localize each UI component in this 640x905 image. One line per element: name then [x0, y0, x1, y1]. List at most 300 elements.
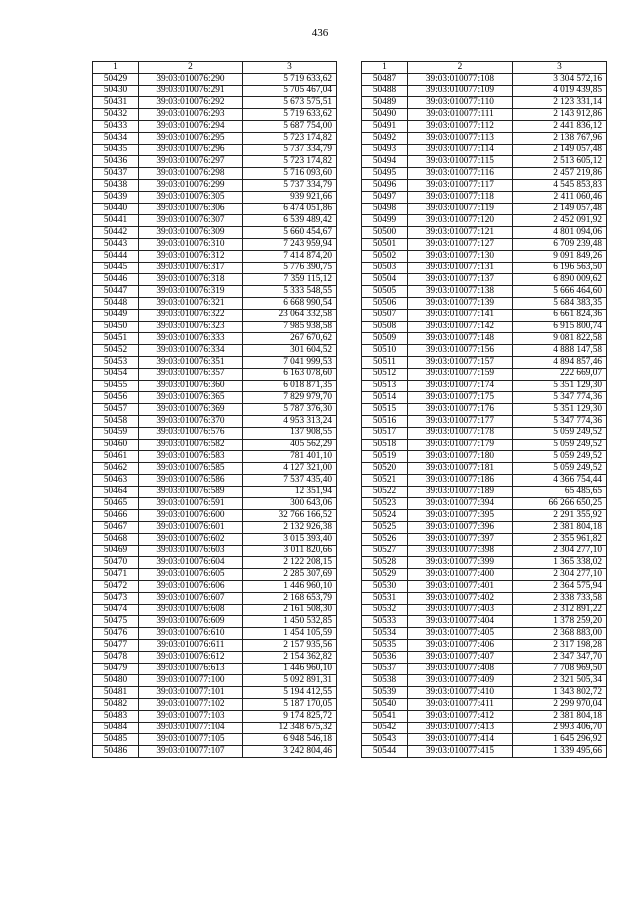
cadastral-value: 5 194 412,55 [243, 687, 337, 699]
cadastral-value: 2 312 891,22 [513, 604, 607, 616]
table-row [362, 144, 607, 156]
cadastral-number: 39:03:010077:107 [139, 746, 243, 758]
table-row [93, 404, 337, 416]
cadastral-number: 39:03:010076:612 [139, 651, 243, 663]
cadastral-value: 5 351 129,30 [513, 404, 607, 416]
cadastral-number: 39:03:010076:292 [139, 97, 243, 109]
table-row [362, 640, 607, 652]
cadastral-value: 5 059 249,52 [513, 451, 607, 463]
table-row [362, 628, 607, 640]
row-number: 50473 [93, 592, 139, 604]
cadastral-number: 39:03:010077:100 [139, 675, 243, 687]
cadastral-number: 39:03:010077:138 [408, 286, 513, 298]
cadastral-number: 39:03:010077:137 [408, 274, 513, 286]
table-row [93, 710, 337, 722]
table-row [362, 746, 607, 758]
table-row [362, 545, 607, 557]
cadastral-value: 2 452 091,92 [513, 215, 607, 227]
row-number: 50529 [362, 569, 408, 581]
table-row [362, 179, 607, 191]
table-row [93, 85, 337, 97]
cadastral-number: 39:03:010076:586 [139, 474, 243, 486]
column-header: 1 [362, 62, 408, 74]
column-header: 2 [408, 62, 513, 74]
table-row [93, 592, 337, 604]
table-row [93, 368, 337, 380]
cadastral-value: 4 019 439,85 [513, 85, 607, 97]
cadastral-number: 39:03:010076:307 [139, 215, 243, 227]
row-number: 50536 [362, 651, 408, 663]
table-row [93, 356, 337, 368]
row-number: 50435 [93, 144, 139, 156]
cadastral-value: 5 716 093,60 [243, 168, 337, 180]
cadastral-number: 39:03:010076:609 [139, 616, 243, 628]
cadastral-value: 5 187 170,05 [243, 699, 337, 711]
row-number: 50429 [93, 73, 139, 85]
cadastral-value: 6 890 009,62 [513, 274, 607, 286]
cadastral-number: 39:03:010077:410 [408, 687, 513, 699]
cadastral-number: 39:03:010076:322 [139, 309, 243, 321]
row-number: 50444 [93, 250, 139, 262]
cadastral-value: 2 441 836,12 [513, 120, 607, 132]
cadastral-number: 39:03:010076:333 [139, 333, 243, 345]
table-row [362, 722, 607, 734]
cadastral-value: 5 723 174,82 [243, 156, 337, 168]
cadastral-number: 39:03:010077:131 [408, 262, 513, 274]
cadastral-number: 39:03:010076:334 [139, 345, 243, 357]
cadastral-number: 39:03:010077:101 [139, 687, 243, 699]
cadastral-number: 39:03:010076:310 [139, 238, 243, 250]
cadastral-value: 6 018 871,35 [243, 380, 337, 392]
cadastral-value: 2 457 219,86 [513, 168, 607, 180]
cadastral-number: 39:03:010076:351 [139, 356, 243, 368]
row-number: 50472 [93, 581, 139, 593]
cadastral-number: 39:03:010076:589 [139, 486, 243, 498]
cadastral-number: 39:03:010076:365 [139, 392, 243, 404]
table-row [93, 179, 337, 191]
table-row [362, 333, 607, 345]
row-number: 50442 [93, 227, 139, 239]
row-number: 50486 [93, 746, 139, 758]
cadastral-value: 6 539 489,42 [243, 215, 337, 227]
cadastral-value: 4 801 094,06 [513, 227, 607, 239]
row-number: 50464 [93, 486, 139, 498]
cadastral-number: 39:03:010077:401 [408, 581, 513, 593]
row-number: 50503 [362, 262, 408, 274]
cadastral-value: 9 081 822,58 [513, 333, 607, 345]
table-row [362, 297, 607, 309]
cadastral-number: 39:03:010077:406 [408, 640, 513, 652]
cadastral-number: 39:03:010077:110 [408, 97, 513, 109]
table-row [362, 510, 607, 522]
cadastral-number: 39:03:010077:130 [408, 250, 513, 262]
cadastral-number: 39:03:010077:148 [408, 333, 513, 345]
table-row [93, 109, 337, 121]
cadastral-number: 39:03:010077:179 [408, 439, 513, 451]
table-row [362, 699, 607, 711]
column-header: 2 [139, 62, 243, 74]
row-number: 50493 [362, 144, 408, 156]
table-row [93, 533, 337, 545]
table-row [362, 474, 607, 486]
cadastral-value: 2 149 057,48 [513, 144, 607, 156]
column-header: 3 [243, 62, 337, 74]
row-number: 50476 [93, 628, 139, 640]
cadastral-value: 3 011 820,66 [243, 545, 337, 557]
cadastral-value: 5 719 633,62 [243, 109, 337, 121]
cadastral-value: 301 604,52 [243, 345, 337, 357]
cadastral-value: 2 291 355,92 [513, 510, 607, 522]
cadastral-number: 39:03:010077:407 [408, 651, 513, 663]
cadastral-number: 39:03:010077:117 [408, 179, 513, 191]
table-row [362, 675, 607, 687]
row-number: 50531 [362, 592, 408, 604]
cadastral-number: 39:03:010076:319 [139, 286, 243, 298]
cadastral-number: 39:03:010077:121 [408, 227, 513, 239]
cadastral-value: 2 138 767,96 [513, 132, 607, 144]
table-row [93, 616, 337, 628]
table-row [93, 510, 337, 522]
cadastral-value: 2 338 733,58 [513, 592, 607, 604]
row-number: 50525 [362, 522, 408, 534]
row-number: 50488 [362, 85, 408, 97]
row-number: 50465 [93, 498, 139, 510]
table-row [362, 250, 607, 262]
row-number: 50521 [362, 474, 408, 486]
table-row [362, 557, 607, 569]
header-row [362, 62, 607, 74]
cadastral-number: 39:03:010076:293 [139, 109, 243, 121]
table-row [362, 392, 607, 404]
cadastral-value: 65 485,65 [513, 486, 607, 498]
table-row [362, 380, 607, 392]
cadastral-value: 2 513 605,12 [513, 156, 607, 168]
cadastral-number: 39:03:010076:610 [139, 628, 243, 640]
cadastral-number: 39:03:010077:114 [408, 144, 513, 156]
table-row [93, 427, 337, 439]
cadastral-value: 5 673 575,51 [243, 97, 337, 109]
table-row [93, 262, 337, 274]
cadastral-number: 39:03:010077:139 [408, 297, 513, 309]
row-number: 50502 [362, 250, 408, 262]
cadastral-value: 137 908,55 [243, 427, 337, 439]
cadastral-number: 39:03:010077:112 [408, 120, 513, 132]
table-row [362, 463, 607, 475]
page-number: 436 [311, 27, 329, 39]
row-number: 50511 [362, 356, 408, 368]
table-row [93, 640, 337, 652]
cadastral-number: 39:03:010077:413 [408, 722, 513, 734]
cadastral-value: 7 414 874,20 [243, 250, 337, 262]
cadastral-number: 39:03:010077:113 [408, 132, 513, 144]
cadastral-value: 4 953 313,24 [243, 415, 337, 427]
row-number: 50524 [362, 510, 408, 522]
cadastral-value: 5 059 249,52 [513, 427, 607, 439]
cadastral-number: 39:03:010077:402 [408, 592, 513, 604]
cadastral-value: 6 163 078,60 [243, 368, 337, 380]
row-number: 50501 [362, 238, 408, 250]
cadastral-value: 2 355 961,82 [513, 533, 607, 545]
row-number: 50467 [93, 522, 139, 534]
cadastral-value: 2 168 653,79 [243, 592, 337, 604]
cadastral-value: 7 243 959,94 [243, 238, 337, 250]
cadastral-number: 39:03:010077:104 [139, 722, 243, 734]
cadastral-number: 39:03:010076:607 [139, 592, 243, 604]
cadastral-number: 39:03:010076:613 [139, 663, 243, 675]
cadastral-number: 39:03:010076:312 [139, 250, 243, 262]
cadastral-value: 4 888 147,58 [513, 345, 607, 357]
row-number: 50485 [93, 734, 139, 746]
cadastral-value: 939 921,66 [243, 191, 337, 203]
cadastral-number: 39:03:010077:175 [408, 392, 513, 404]
cadastral-value: 7 985 938,58 [243, 321, 337, 333]
cadastral-number: 39:03:010076:604 [139, 557, 243, 569]
row-number: 50523 [362, 498, 408, 510]
cadastral-number: 39:03:010076:608 [139, 604, 243, 616]
row-number: 50445 [93, 262, 139, 274]
cadastral-value: 405 562,29 [243, 439, 337, 451]
row-number: 50537 [362, 663, 408, 675]
cadastral-number: 39:03:010077:398 [408, 545, 513, 557]
table-row [362, 274, 607, 286]
row-number: 50455 [93, 380, 139, 392]
cadastral-number: 39:03:010077:109 [408, 85, 513, 97]
cadastral-number: 39:03:010077:108 [408, 73, 513, 85]
cadastral-number: 39:03:010076:321 [139, 297, 243, 309]
cadastral-number: 39:03:010076:299 [139, 179, 243, 191]
cadastral-number: 39:03:010077:403 [408, 604, 513, 616]
cadastral-number: 39:03:010076:601 [139, 522, 243, 534]
cadastral-value: 5 737 334,79 [243, 144, 337, 156]
cadastral-value: 1 454 105,59 [243, 628, 337, 640]
table-row [93, 227, 337, 239]
table-row [93, 203, 337, 215]
cadastral-value: 4 366 754,44 [513, 474, 607, 486]
row-number: 50460 [93, 439, 139, 451]
cadastral-number: 39:03:010077:397 [408, 533, 513, 545]
table-row [93, 191, 337, 203]
table-row [362, 404, 607, 416]
table-row [93, 545, 337, 557]
cadastral-value: 3 304 572,16 [513, 73, 607, 85]
table-row [362, 85, 607, 97]
cadastral-number: 39:03:010077:412 [408, 710, 513, 722]
table-row [362, 227, 607, 239]
register-table-left [92, 61, 337, 758]
cadastral-value: 5 059 249,52 [513, 463, 607, 475]
cadastral-value: 5 684 383,35 [513, 297, 607, 309]
cadastral-value: 2 285 307,69 [243, 569, 337, 581]
cadastral-value: 4 127 321,00 [243, 463, 337, 475]
row-number: 50519 [362, 451, 408, 463]
table-row [362, 522, 607, 534]
row-number: 50447 [93, 286, 139, 298]
register-table-right [361, 61, 607, 758]
row-number: 50543 [362, 734, 408, 746]
table-row [93, 569, 337, 581]
cadastral-value: 3 242 804,46 [243, 746, 337, 758]
row-number: 50446 [93, 274, 139, 286]
cadastral-number: 39:03:010076:360 [139, 380, 243, 392]
row-number: 50499 [362, 215, 408, 227]
row-number: 50448 [93, 297, 139, 309]
row-number: 50526 [362, 533, 408, 545]
cadastral-number: 39:03:010077:118 [408, 191, 513, 203]
cadastral-value: 7 708 969,50 [513, 663, 607, 675]
cadastral-value: 2 149 057,48 [513, 203, 607, 215]
row-number: 50461 [93, 451, 139, 463]
cadastral-value: 1 446 960,10 [243, 663, 337, 675]
row-number: 50530 [362, 581, 408, 593]
cadastral-number: 39:03:010076:305 [139, 191, 243, 203]
cadastral-number: 39:03:010076:611 [139, 640, 243, 652]
row-number: 50454 [93, 368, 139, 380]
row-number: 50468 [93, 533, 139, 545]
cadastral-value: 2 122 208,15 [243, 557, 337, 569]
cadastral-value: 5 347 774,36 [513, 415, 607, 427]
cadastral-number: 39:03:010077:103 [139, 710, 243, 722]
table-row [93, 333, 337, 345]
cadastral-number: 39:03:010077:102 [139, 699, 243, 711]
cadastral-value: 2 132 926,38 [243, 522, 337, 534]
row-number: 50532 [362, 604, 408, 616]
row-number: 50539 [362, 687, 408, 699]
cadastral-value: 3 015 393,40 [243, 533, 337, 545]
cadastral-number: 39:03:010077:186 [408, 474, 513, 486]
cadastral-value: 2 381 804,18 [513, 710, 607, 722]
cadastral-value: 5 687 754,00 [243, 120, 337, 132]
cadastral-number: 39:03:010077:408 [408, 663, 513, 675]
table-row [362, 427, 607, 439]
cadastral-value: 6 196 563,50 [513, 262, 607, 274]
table-row [362, 368, 607, 380]
cadastral-number: 39:03:010076:606 [139, 581, 243, 593]
table-row [93, 522, 337, 534]
table-row [93, 215, 337, 227]
row-number: 50474 [93, 604, 139, 616]
table-row [93, 604, 337, 616]
cadastral-value: 4 545 853,83 [513, 179, 607, 191]
table-row [362, 262, 607, 274]
table-row [93, 687, 337, 699]
row-number: 50437 [93, 168, 139, 180]
row-number: 50500 [362, 227, 408, 239]
row-number: 50505 [362, 286, 408, 298]
row-number: 50449 [93, 309, 139, 321]
cadastral-value: 6 948 546,18 [243, 734, 337, 746]
table-row [93, 297, 337, 309]
row-number: 50535 [362, 640, 408, 652]
cadastral-number: 39:03:010077:116 [408, 168, 513, 180]
cadastral-number: 39:03:010077:127 [408, 238, 513, 250]
cadastral-value: 1 365 338,02 [513, 557, 607, 569]
table-row [362, 415, 607, 427]
cadastral-value: 267 670,62 [243, 333, 337, 345]
table-row [362, 451, 607, 463]
table-row [362, 73, 607, 85]
row-number: 50534 [362, 628, 408, 640]
row-number: 50538 [362, 675, 408, 687]
table-row [362, 321, 607, 333]
table-row [93, 120, 337, 132]
row-number: 50518 [362, 439, 408, 451]
table-row [93, 628, 337, 640]
row-number: 50450 [93, 321, 139, 333]
row-number: 50496 [362, 179, 408, 191]
cadastral-value: 6 915 800,74 [513, 321, 607, 333]
row-number: 50438 [93, 179, 139, 191]
row-number: 50436 [93, 156, 139, 168]
table-row [362, 498, 607, 510]
cadastral-number: 39:03:010076:591 [139, 498, 243, 510]
cadastral-value: 2 411 060,46 [513, 191, 607, 203]
cadastral-number: 39:03:010077:396 [408, 522, 513, 534]
cadastral-value: 9 091 849,26 [513, 250, 607, 262]
cadastral-value: 300 643,06 [243, 498, 337, 510]
table-row [93, 168, 337, 180]
cadastral-number: 39:03:010077:180 [408, 451, 513, 463]
table-row [93, 557, 337, 569]
cadastral-value: 2 317 198,28 [513, 640, 607, 652]
cadastral-value: 4 894 857,46 [513, 356, 607, 368]
row-number: 50517 [362, 427, 408, 439]
row-number: 50432 [93, 109, 139, 121]
cadastral-number: 39:03:010077:142 [408, 321, 513, 333]
cadastral-number: 39:03:010077:189 [408, 486, 513, 498]
cadastral-value: 6 709 239,48 [513, 238, 607, 250]
table-row [93, 321, 337, 333]
cadastral-number: 39:03:010077:111 [408, 109, 513, 121]
table-row [93, 345, 337, 357]
cadastral-number: 39:03:010076:317 [139, 262, 243, 274]
table-row [93, 392, 337, 404]
cadastral-number: 39:03:010076:370 [139, 415, 243, 427]
cadastral-number: 39:03:010077:395 [408, 510, 513, 522]
row-number: 50494 [362, 156, 408, 168]
table-row [362, 345, 607, 357]
table-row [362, 581, 607, 593]
table-row [93, 73, 337, 85]
row-number: 50434 [93, 132, 139, 144]
row-number: 50498 [362, 203, 408, 215]
cadastral-value: 1 378 259,20 [513, 616, 607, 628]
cadastral-number: 39:03:010076:576 [139, 427, 243, 439]
cadastral-value: 6 474 051,86 [243, 203, 337, 215]
cadastral-value: 5 737 334,79 [243, 179, 337, 191]
cadastral-number: 39:03:010077:156 [408, 345, 513, 357]
column-header: 3 [513, 62, 607, 74]
cadastral-value: 66 266 650,25 [513, 498, 607, 510]
row-number: 50497 [362, 191, 408, 203]
column-header: 1 [93, 62, 139, 74]
row-number: 50479 [93, 663, 139, 675]
row-number: 50508 [362, 321, 408, 333]
cadastral-value: 2 364 575,94 [513, 581, 607, 593]
cadastral-value: 5 723 174,82 [243, 132, 337, 144]
table-row [93, 699, 337, 711]
table-row [93, 156, 337, 168]
cadastral-value: 2 123 331,14 [513, 97, 607, 109]
cadastral-number: 39:03:010076:323 [139, 321, 243, 333]
cadastral-value: 781 401,10 [243, 451, 337, 463]
table-row [93, 97, 337, 109]
cadastral-value: 2 381 804,18 [513, 522, 607, 534]
row-number: 50492 [362, 132, 408, 144]
row-number: 50542 [362, 722, 408, 734]
row-number: 50478 [93, 651, 139, 663]
cadastral-number: 39:03:010077:409 [408, 675, 513, 687]
cadastral-number: 39:03:010076:298 [139, 168, 243, 180]
